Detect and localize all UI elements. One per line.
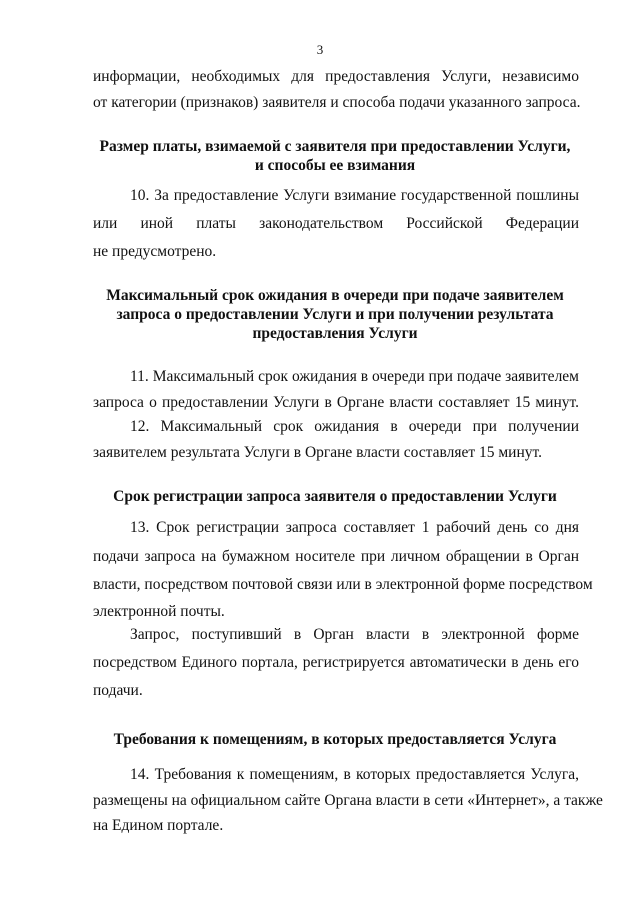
paragraph-line: 11. Максимальный срок ожидания в очереди при подаче заявителем <box>130 368 579 385</box>
paragraph-line: подачи запроса на бумажном носителе при личном обращении в Орган <box>93 548 579 565</box>
paragraph-line: подачи. <box>93 682 143 699</box>
paragraph-line: информации, необходимых для предоставления Услуги, независимо <box>93 68 579 85</box>
section-heading: Требования к помещениям, в которых предоставляется Услуга <box>113 731 557 748</box>
paragraph-line: 12. Максимальный срок ожидания в очереди при получении <box>130 418 579 435</box>
paragraph-line: власти, посредством почтовой связи или в электронной форме посредством <box>93 576 593 593</box>
page-number: 3 <box>316 42 324 57</box>
paragraph-line: 10. За предоставление Услуги взимание государственной пошлины <box>130 187 579 204</box>
paragraph-line: 14. Требования к помещениям, в которых предоставляется Услуга, <box>130 766 579 783</box>
paragraph-line: Запрос, поступивший в Орган власти в электронной форме <box>130 626 579 643</box>
paragraph-line: посредством Единого портала, регистрируется автоматически в день его <box>93 654 579 671</box>
section-heading: Срок регистрации запроса заявителя о предоставлении Услуги <box>113 488 557 505</box>
paragraph-line: или иной платы законодательством Российской Федерации <box>93 215 579 232</box>
section-heading: Максимальный срок ожидания в очереди при подаче заявителем <box>106 287 564 304</box>
paragraph-line: запроса о предоставлении Услуги в Органе власти составляет 15 минут. <box>93 394 579 411</box>
section-heading: предоставления Услуги <box>252 325 418 342</box>
paragraph-line: на Едином портале. <box>93 817 224 834</box>
paragraph-line: заявителем результата Услуги в Органе власти составляет 15 минут. <box>93 444 542 461</box>
paragraph-line: не предусмотрено. <box>93 243 217 260</box>
section-heading: Размер платы, взимаемой с заявителя при предоставлении Услуги, <box>99 138 571 155</box>
section-heading: и способы ее взимания <box>254 157 416 174</box>
paragraph-line: электронной почты. <box>93 603 225 620</box>
section-heading: запроса о предоставлении Услуги и при получении результата <box>116 306 554 323</box>
paragraph-line: 13. Срок регистрации запроса составляет 1 рабочий день со дня <box>130 519 579 536</box>
paragraph-line: от категории (признаков) заявителя и способа подачи указанного запроса. <box>93 94 581 111</box>
paragraph-line: размещены на официальном сайте Органа власти в сети «Интернет», а также <box>93 792 603 809</box>
